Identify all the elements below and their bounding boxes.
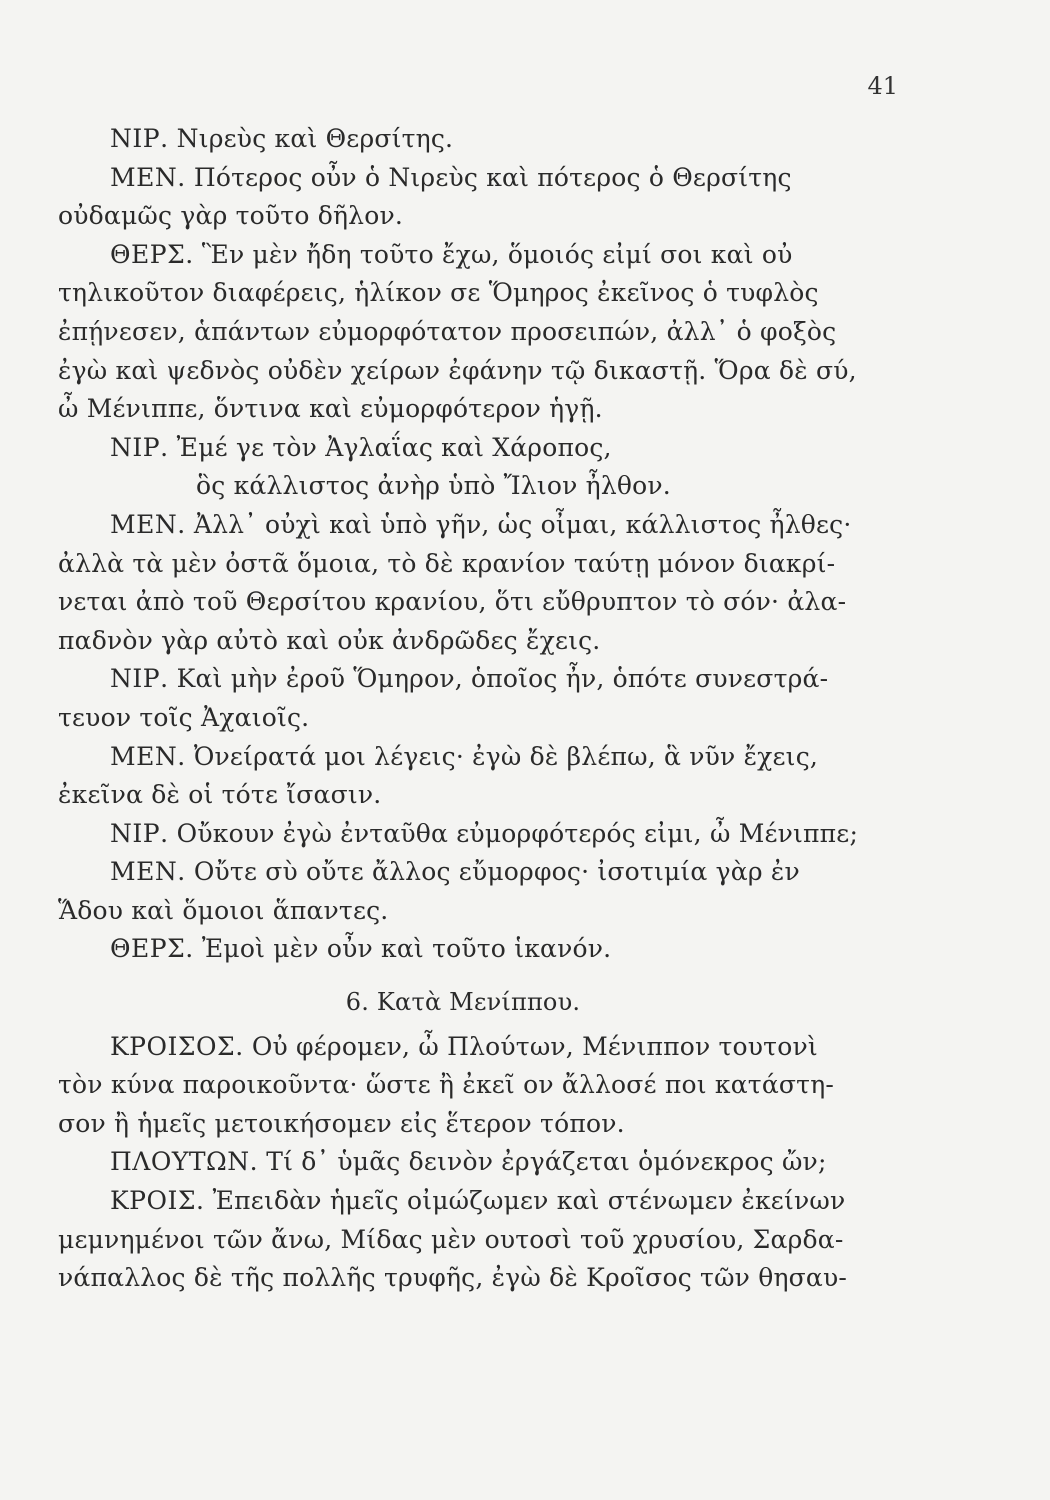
line-text: Οὔκουν ἐγὼ ἐνταῦθα εὐμορφότερός εἰμι, ὦ Μένιππε; — [168, 818, 859, 848]
text-line — [58, 159, 908, 198]
speaker-label: ΝΙΡ. — [110, 124, 169, 153]
text-line — [58, 776, 908, 815]
text-line — [58, 930, 908, 969]
speaker-label: ΘΕΡΣ. — [110, 239, 194, 269]
text-line — [58, 853, 908, 892]
text-line — [58, 1028, 908, 1067]
text-line — [58, 1182, 908, 1221]
line-text: Πότερος οὖν ὁ Νιρεὺς καὶ πότερος ὁ Θερσίτης — [185, 162, 792, 192]
text-line — [58, 699, 908, 738]
text-line — [58, 1221, 908, 1260]
text-line — [58, 467, 908, 506]
text-line — [58, 1259, 908, 1298]
line-text: Ἅδου καὶ ὅμοιοι ἅπαντες. — [58, 895, 389, 925]
line-text: Οὔτε σὺ οὔτε ἄλλος εὔμορφος· ἰσοτιμία γὰρ ἐν — [185, 857, 800, 887]
line-text: Ἐμοὶ μὲν οὖν καὶ τοῦτο ἱκανόν. — [193, 934, 612, 964]
line-text: ὃς κάλλιστος ἀνὴρ ὑπὸ Ἴλιον ἦλθον. — [196, 471, 671, 501]
text-line — [58, 506, 908, 545]
line-text: σον ἢ ἡμεῖς μετοικήσομεν εἰς ἕτερον τόπον. — [58, 1108, 625, 1138]
line-text: οὐδαμῶς γὰρ τοῦτο δῆλον. — [58, 201, 404, 231]
line-text: τηλικοῦτον διαφέρεις, ἡλίκον σε Ὅμηρος ἐκεῖνος ὁ τυφλὸς — [58, 278, 819, 308]
section-heading — [58, 983, 908, 1022]
text-line — [58, 236, 908, 275]
text-line — [58, 313, 908, 352]
line-text: Ἀλλ᾽ οὐχὶ καὶ ὑπὸ γῆν, ὡς οἶμαι, κάλλιστος ἦλθες· — [185, 509, 852, 539]
text-line — [58, 583, 908, 622]
text-line — [58, 1143, 908, 1182]
line-text: Οὐ φέρομεν, ὦ Πλούτων, Μένιππον τουτονὶ — [243, 1031, 818, 1061]
line-text: Ὀνείρατά μοι λέγεις· ἐγὼ δὲ βλέπω, ἃ νῦν ἔχεις, — [185, 741, 819, 771]
speaker-label: ΝΙΡ. — [110, 664, 169, 694]
line-text: Ἓν μὲν ἤδη τοῦτο ἔχω, ὅμοιός εἰμί σοι καὶ οὐ — [193, 239, 793, 269]
line-text: μεμνημένοι τῶν ἄνω, Μίδας μὲν ουτοσὶ τοῦ χρυσίου, Σαρδα- — [58, 1224, 844, 1254]
dialogue-text — [58, 120, 908, 1298]
text-line — [58, 738, 908, 777]
speaker-label: ΘΕΡΣ. — [110, 934, 194, 964]
page-number: 41 — [867, 72, 898, 100]
text-line — [58, 892, 908, 931]
line-text: Ἐμέ γε τὸν Ἀγλαΐας καὶ Χάροπος, — [168, 432, 612, 462]
line-text: ἐκεῖνα δὲ οἱ τότε ἴσασιν. — [58, 780, 382, 810]
text-line — [58, 429, 908, 468]
line-text: νάπαλλος δὲ τῆς πολλῆς τρυφῆς, ἐγὼ δὲ Κροῖσος τῶν θησαυ- — [58, 1263, 848, 1293]
text-line — [58, 1105, 908, 1144]
line-text: τὸν κύνα παροικοῦντα· ὥστε ἢ ἐκεῖ ον ἄλλοσέ ποι κατάστη- — [58, 1070, 835, 1100]
speaker-label: ΝΙΡ. — [110, 818, 169, 848]
line-text: παδνὸν γὰρ αὐτὸ καὶ οὐκ ἀνδρῶδες ἔχεις. — [58, 625, 601, 655]
line-text: τευον τοῖς Ἀχαιοῖς. — [58, 702, 310, 732]
line-text: ἐγὼ καὶ ψεδνὸς οὐδὲν χείρων ἐφάνην τῷ δικαστῇ. Ὅρα δὲ σύ, — [58, 355, 857, 385]
line-text: ἐπῄνεσεν, ἁπάντων εὐμορφότατον προσειπών, ἀλλ᾽ ὁ φοξὸς — [58, 316, 837, 346]
speaker-label: ΜΕΝ. — [110, 857, 186, 887]
text-line — [58, 120, 908, 159]
text-line — [58, 660, 908, 699]
line-text: 6. Κατὰ Μενίππου. — [345, 988, 581, 1017]
speaker-label: ΝΙΡ. — [110, 432, 169, 462]
text-line — [58, 390, 908, 429]
speaker-label: ΚΡΟΙΣΟΣ. — [110, 1031, 244, 1061]
text-line — [58, 1066, 908, 1105]
speaker-label: ΠΛΟΥΤΩΝ. — [110, 1147, 259, 1177]
text-line — [58, 545, 908, 584]
text-line — [58, 352, 908, 391]
line-text: ὦ Μένιππε, ὅντινα καὶ εὐμορφότερον ἡγῇ. — [58, 394, 603, 424]
text-line — [58, 197, 908, 236]
text-line — [58, 815, 908, 854]
speaker-label: ΚΡΟΙΣ. — [110, 1186, 205, 1216]
text-line — [58, 274, 908, 313]
speaker-label: ΜΕΝ. — [110, 741, 186, 771]
line-text: Καὶ μὴν ἐροῦ Ὅμηρον, ὁποῖος ἦν, ὁπότε συνεστρά- — [168, 664, 829, 694]
line-text: Ἐπειδὰν ἡμεῖς οἰμώζωμεν καὶ στένωμεν ἐκείνων — [204, 1186, 846, 1216]
line-text: Τί δ᾽ ὑμᾶς δεινὸν ἐργάζεται ὁμόνεκρος ὤν; — [258, 1147, 827, 1177]
text-line — [58, 622, 908, 661]
speaker-label: ΜΕΝ. — [110, 162, 186, 192]
line-text: ἀλλὰ τὰ μὲν ὀστᾶ ὅμοια, τὸ δὲ κρανίον ταύτῃ μόνον διακρί- — [58, 548, 836, 578]
line-text: νεται ἀπὸ τοῦ Θερσίτου κρανίου, ὅτι εὔθρυπτον τὸ σόν· ἀλα- — [58, 587, 847, 617]
line-text: Νιρεὺς καὶ Θερσίτης. — [168, 124, 454, 153]
speaker-label: ΜΕΝ. — [110, 509, 186, 539]
